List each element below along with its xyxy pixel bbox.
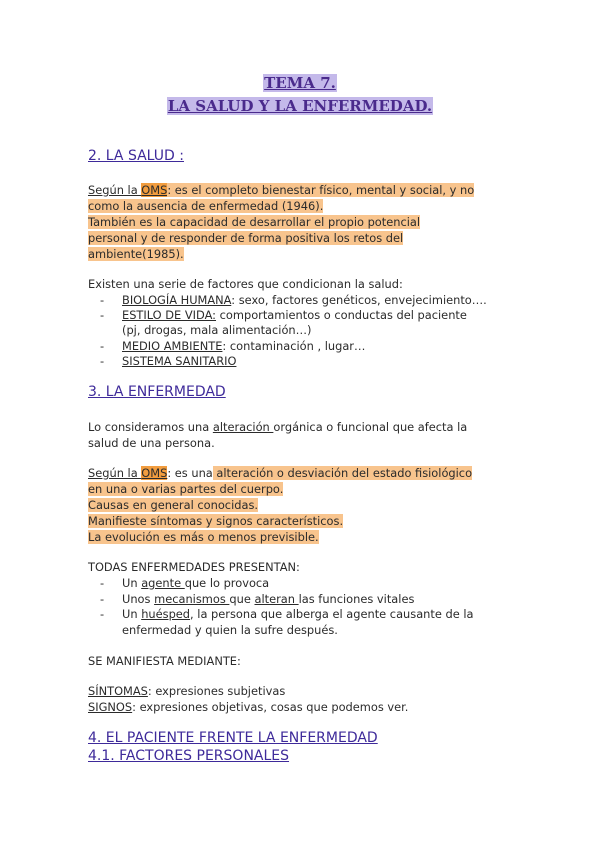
heading-el-paciente: 4. EL PACIENTE FRENTE LA ENFERMEDAD [88, 730, 378, 746]
factor-item: - MEDIO AMBIENTE: contaminación , lugar… [100, 339, 366, 353]
enfermedad-oms-line5: La evolución es más o menos previsible. [88, 530, 319, 544]
present-title: TODAS ENFERMEDADES PRESENTAN: [88, 560, 300, 574]
salud-oms-line4: personal y de responder de forma positiva los retos del [88, 231, 404, 245]
enfermedad-oms-line1: Según la OMS: es una alteración o desviación del estado fisiológico [88, 466, 473, 480]
present-item-cont: enfermedad y quien la sufre después. [122, 623, 338, 637]
salud-oms-line5: ambiente(1985). [88, 247, 184, 261]
factor-item: - SISTEMA SANITARIO [100, 354, 237, 368]
salud-oms-line2: como la ausencia de enfermedad (1946). [88, 199, 324, 213]
enfermedad-oms-line3: Causas en general conocidas. [88, 498, 258, 512]
enfermedad-def-line1: Lo consideramos una alteración orgánica o funcional que afecta la [88, 420, 468, 434]
subheading-factores-personales: 4.1. FACTORES PERSONALES [88, 748, 290, 764]
present-item: - Unos mecanismos que alteran las funciones vitales [100, 592, 415, 606]
enfermedad-oms-line2: en una o varias partes del cuerpo. [88, 482, 284, 496]
salud-oms-line1: Según la OMS: es el completo bienestar físico, mental y social, y no [88, 183, 475, 197]
enfermedad-oms-line4: Manifieste síntomas y signos característicos. [88, 514, 344, 528]
factor-item: - ESTILO DE VIDA: comportamientos o conductas del paciente [100, 308, 467, 322]
factors-intro: Existen una serie de factores que condicionan la salud: [88, 277, 403, 291]
present-item: - Un huésped, la persona que alberga el agente causante de la [100, 607, 474, 621]
present-item: - Un agente que lo provoca [100, 576, 270, 590]
doc-title: TEMA 7. [264, 74, 336, 92]
enfermedad-def-line2: salud de una persona. [88, 436, 215, 450]
heading-la-salud: 2. LA SALUD : [88, 148, 184, 164]
salud-oms-line3: También es la capacidad de desarrollar el propio potencial [88, 215, 421, 229]
signos-line: SIGNOS: expresiones objetivas, cosas que podemos ver. [88, 700, 409, 714]
heading-la-enfermedad: 3. LA ENFERMEDAD [88, 384, 226, 400]
sintomas-line: SÍNTOMAS: expresiones subjetivas [88, 684, 286, 698]
manif-title: SE MANIFIESTA MEDIANTE: [88, 654, 241, 668]
factor-item-cont: (pj, drogas, mala alimentación…) [122, 323, 312, 337]
factor-item: - BIOLOGÍA HUMANA: sexo, factores genéticos, envejecimiento…. [100, 293, 487, 307]
doc-subtitle: LA SALUD Y LA ENFERMEDAD. [167, 97, 433, 115]
